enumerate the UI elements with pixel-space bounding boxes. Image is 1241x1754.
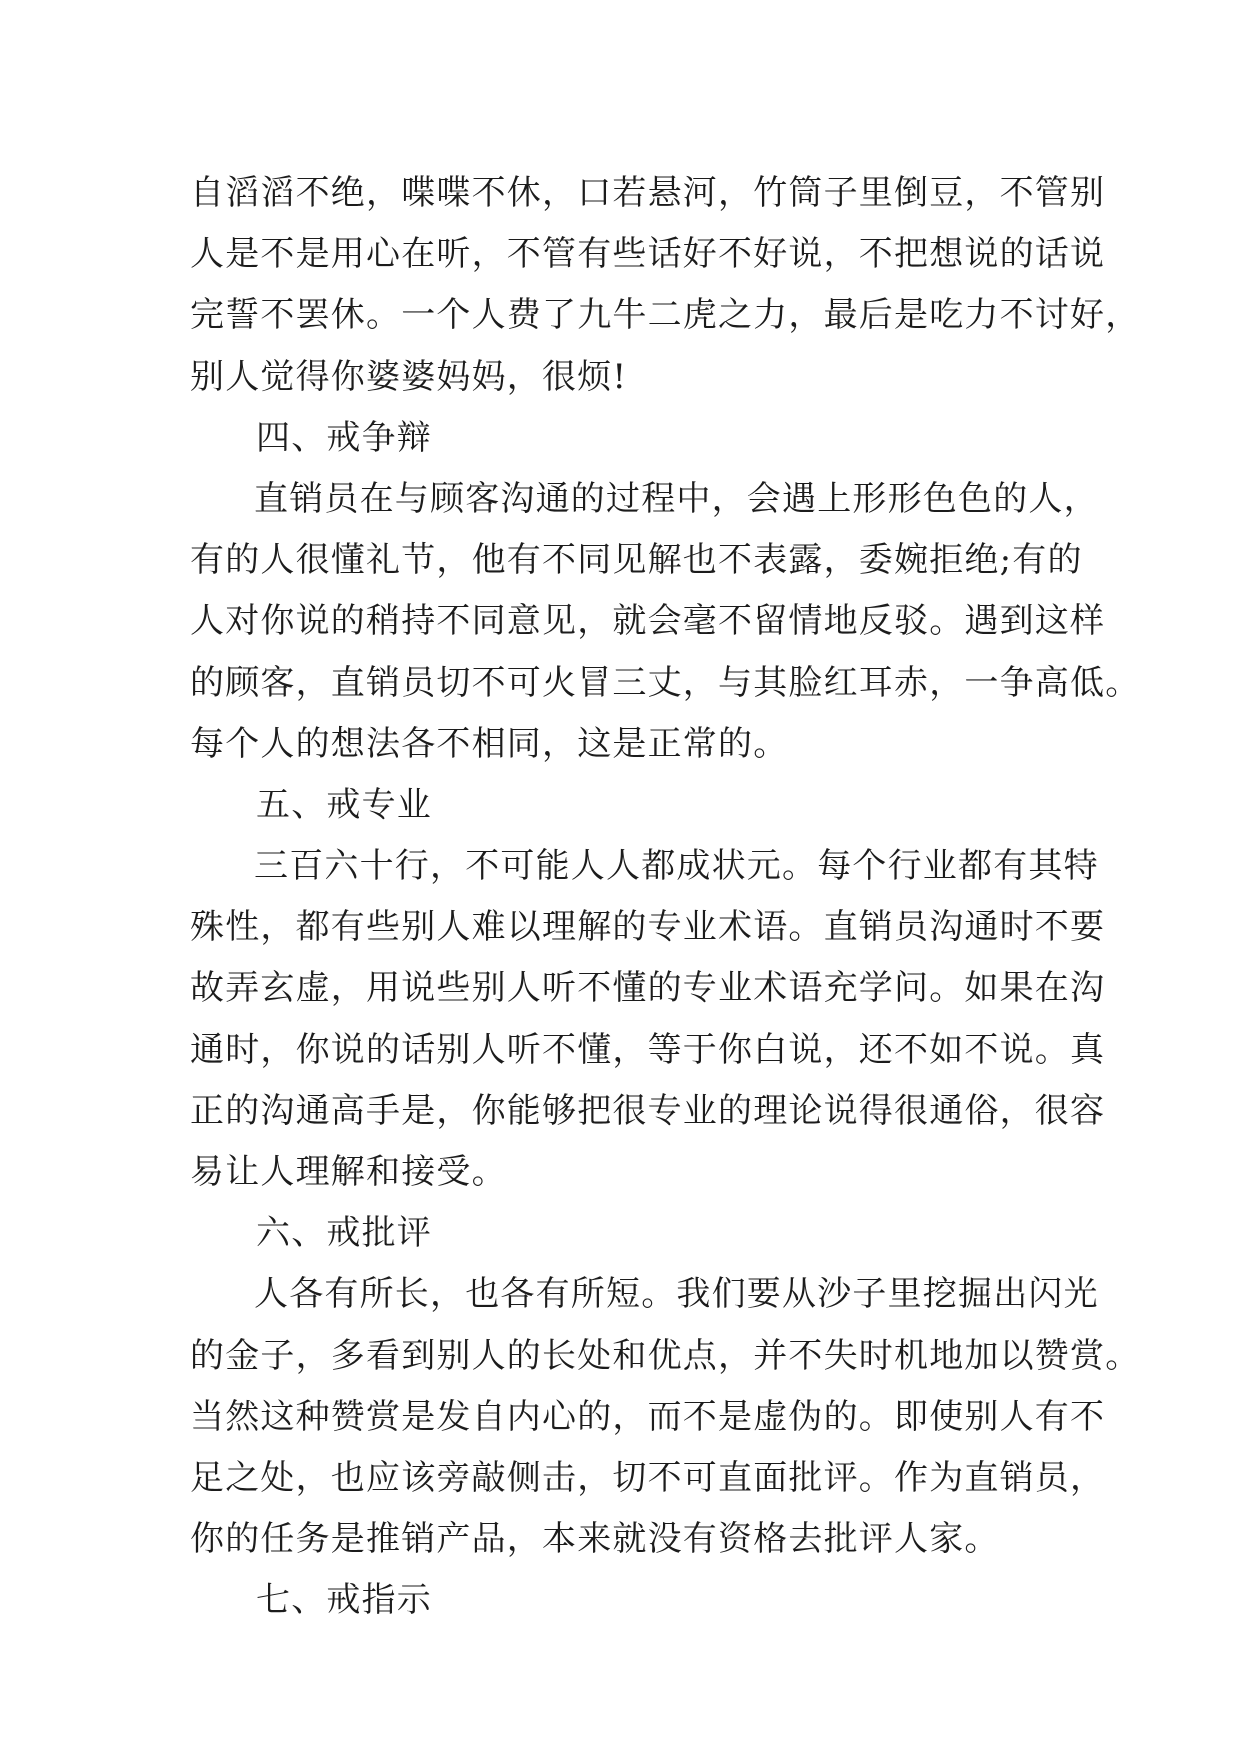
paragraph-line: 每个人的想法各不相同，这是正常的。 xyxy=(190,723,789,764)
paragraph-line: 易让人理解和接受。 xyxy=(190,1152,507,1192)
paragraph-first-line: 三百六十行，不可能人人都成状元。每个行业都有其特 xyxy=(254,846,1099,887)
paragraph-line: 的顾客，直销员切不可火冒三丈，与其脸红耳赤，一争高低。 xyxy=(190,662,1141,703)
paragraph-line: 殊性，都有些别人难以理解的专业术语。直销员沟通时不要 xyxy=(190,907,1106,948)
paragraph-line: 通时，你说的话别人听不懂，等于你白说，还不如不说。真 xyxy=(190,1029,1106,1070)
paragraph-line: 有的人很懂礼节，他有不同见解也不表露，委婉拒绝;有的 xyxy=(190,540,1083,581)
paragraph-line: 人对你说的稍持不同意见，就会毫不留情地反驳。遇到这样 xyxy=(190,601,1106,642)
paragraph-line: 完誓不罢休。一个人费了九牛二虎之力，最后是吃力不讨好， xyxy=(190,295,1141,336)
paragraph-line: 别人觉得你婆婆妈妈，很烦! xyxy=(190,356,628,397)
paragraph-line: 故弄玄虚，用说些别人听不懂的专业术语充学问。如果在沟 xyxy=(190,968,1106,1009)
section-heading-6: 六、戒批评 xyxy=(256,1213,432,1254)
paragraph-line: 足之处，也应该旁敲侧击，切不可直面批评。作为直销员， xyxy=(190,1457,1106,1498)
section-heading-5: 五、戒专业 xyxy=(256,784,432,825)
section-heading-7: 七、戒指示 xyxy=(256,1580,432,1621)
paragraph-first-line: 人各有所长，也各有所短。我们要从沙子里挖掘出闪光 xyxy=(254,1274,1099,1315)
paragraph-line: 正的沟通高手是，你能够把很专业的理论说得很通俗，很容 xyxy=(190,1090,1106,1131)
paragraph-first-line: 直销员在与顾客沟通的过程中，会遇上形形色色的人， xyxy=(254,478,1099,519)
paragraph-line: 自滔滔不绝，喋喋不休，口若悬河，竹筒子里倒豆，不管别 xyxy=(190,173,1106,213)
paragraph-line: 的金子，多看到别人的长处和优点，并不失时机地加以赞赏。 xyxy=(190,1335,1141,1376)
paragraph-line: 人是不是用心在听，不管有些话好不好说，不把想说的话说 xyxy=(190,234,1106,275)
document-body xyxy=(190,163,1141,1632)
paragraph-line: 你的任务是推销产品，本来就没有资格去批评人家。 xyxy=(190,1519,1000,1560)
section-heading-4: 四、戒争辩 xyxy=(256,417,432,458)
paragraph-line: 当然这种赞赏是发自内心的，而不是虚伪的。即使别人有不 xyxy=(190,1396,1106,1437)
